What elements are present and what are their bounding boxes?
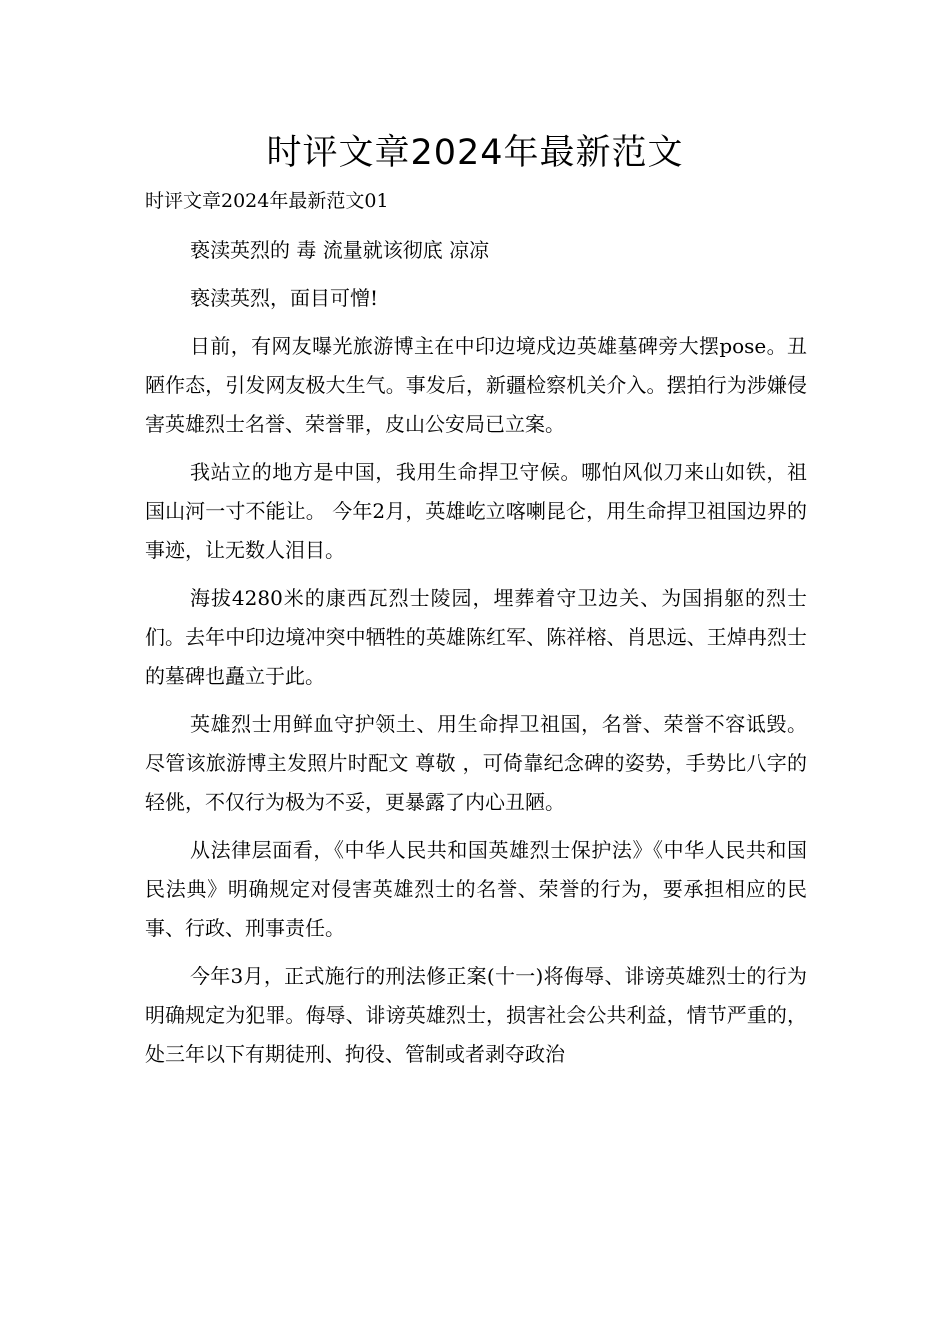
document-subtitle: 时评文章2024年最新范文01 (145, 190, 389, 212)
paragraph: 亵渎英烈的 毒 流量就该彻底 凉凉 (190, 238, 490, 262)
paragraph: 英雄烈士用鲜血守护领土、用生命捍卫祖国，名誉、荣誉不容诋毁。尽管该旅游博主发照片时配文 尊敬 ，可倚靠纪念碑的姿势，手势比八字的轻佻，不仅行为极为不妥，更暴露了内心丑陋。 (145, 712, 807, 814)
paragraph: 日前，有网友曝光旅游博主在中印边境戍边英雄墓碑旁大摆pose。丑陋作态，引发网友极大生气。事发后，新疆检察机关介入。摆拍行为涉嫌侵害英雄烈士名誉、荣誉罪，皮山公安局已立案。 (145, 334, 807, 436)
paragraph: 我站立的地方是中国，我用生命捍卫守候。哪怕风似刀来山如铁，祖国山河一寸不能让。 今年2月，英雄屹立喀喇昆仑，用生命捍卫祖国边界的事迹，让无数人泪目。 (145, 460, 807, 562)
paragraph: 亵渎英烈，面目可憎! (190, 286, 379, 310)
document-body (145, 231, 807, 1083)
paragraph: 海拔4280米的康西瓦烈士陵园，埋葬着守卫边关、为国捐躯的烈士们。去年中印边境冲突中牺牲的英雄陈红军、陈祥榕、肖思远、王焯冉烈士的墓碑也矗立于此。 (145, 586, 807, 688)
document-title: 时评文章2024年最新范文 (266, 133, 684, 173)
paragraph: 今年3月，正式施行的刑法修正案(十一)将侮辱、诽谤英雄烈士的行为明确规定为犯罪。侮辱、诽谤英雄烈士，损害社会公共利益，情节严重的，处三年以下有期徒刑、拘役、管制或者剥夺政治 (145, 964, 807, 1066)
paragraph: 从法律层面看，《中华人民共和国英雄烈士保护法》《中华人民共和国民法典》明确规定对侵害英雄烈士的名誉、荣誉的行为，要承担相应的民事、行政、刑事责任。 (145, 838, 807, 940)
